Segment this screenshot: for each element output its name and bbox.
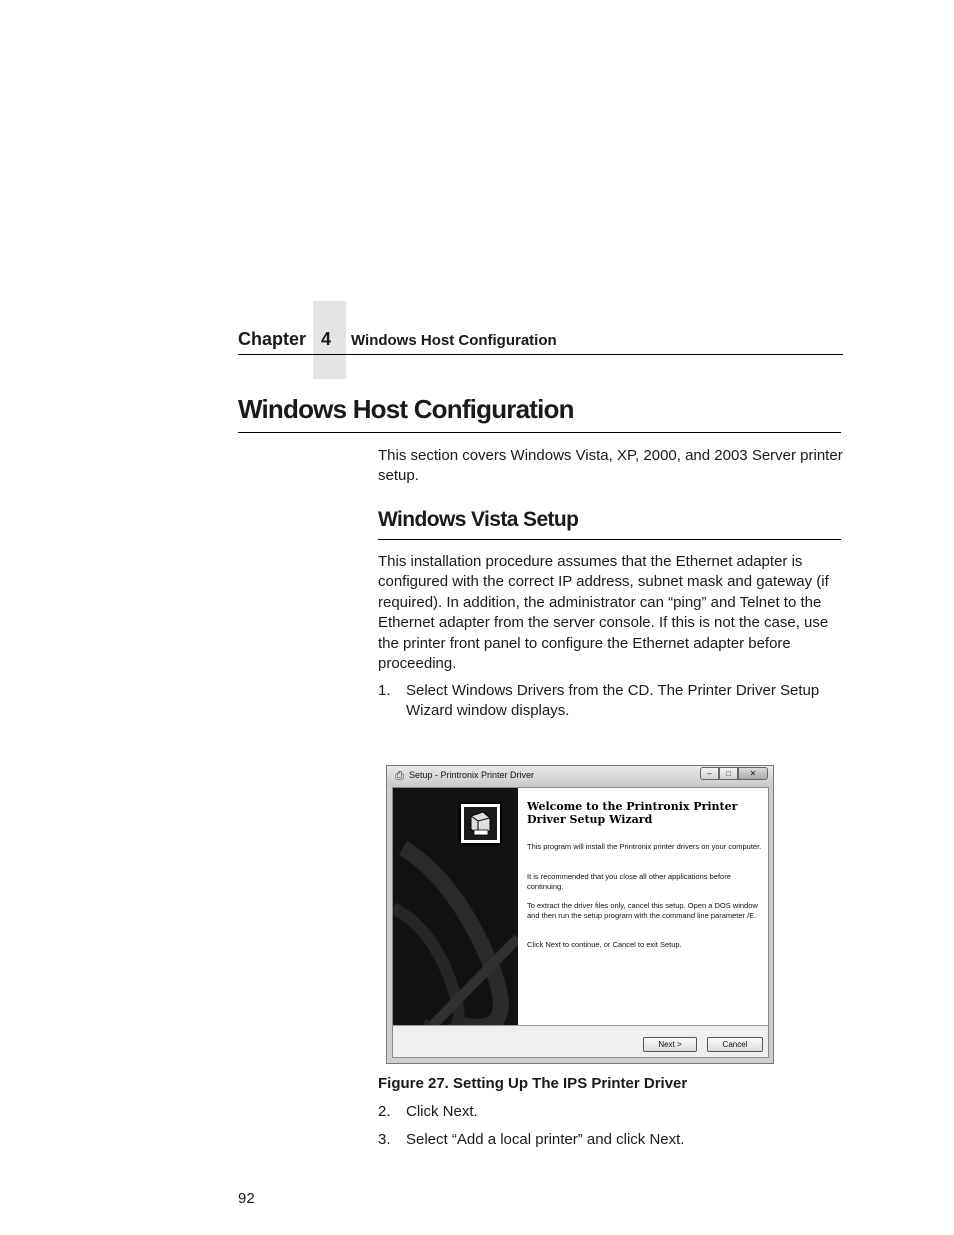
- setup-app-icon: ⎙: [395, 770, 404, 782]
- step-text: Click Next.: [406, 1103, 478, 1120]
- step-1: [378, 681, 844, 723]
- section-title: Windows Host Configuration: [238, 394, 574, 424]
- wizard-text-1: This program will install the Printronix printer drivers on your computer.: [527, 842, 762, 851]
- step-2: [378, 1102, 844, 1124]
- wizard-content: [518, 788, 768, 1025]
- wizard-body: [392, 787, 769, 1058]
- window-title: Setup - Printronix Printer Driver: [409, 770, 535, 780]
- next-button: Next >: [643, 1037, 697, 1052]
- wizard-button-bar: [393, 1025, 768, 1057]
- intro-paragraph: This section covers Windows Vista, XP, 2000, and 2003 Server printer setup.: [378, 447, 843, 485]
- procedure-paragraph: This installation procedure assumes that the Ethernet adapter is configured with the correct IP address, subnet mask and gateway (if required). In addition, the administrator can “ping” and Telnet to the Ethernet adapter from the server console. If this is not the case, use the printer front panel to configure the Ethernet adapter before proceeding.: [378, 553, 829, 673]
- maximize-icon: □: [719, 767, 738, 780]
- step-number: 1.: [378, 682, 391, 699]
- window-titlebar: [387, 766, 773, 787]
- chapter-label: Chapter: [238, 329, 307, 349]
- chapter-number: 4: [321, 329, 332, 349]
- section-title-rule: [238, 432, 841, 433]
- page-number: 92: [238, 1190, 255, 1207]
- setup-wizard-screenshot: [386, 765, 774, 1064]
- step-number: 3.: [378, 1131, 391, 1148]
- wizard-text-2: It is recommended that you close all other applications before continuing.: [527, 872, 731, 891]
- step-number: 2.: [378, 1103, 391, 1120]
- step-3: [378, 1130, 844, 1152]
- step-text: Select Windows Drivers from the CD. The Printer Driver Setup Wizard window displays.: [406, 682, 820, 720]
- step-text: Select “Add a local printer” and click Next.: [406, 1131, 685, 1148]
- wizard-text-3: To extract the driver files only, cancel this setup. Open a DOS window and then run the setup program with the command line parameter /E.: [527, 901, 758, 920]
- subsection-title-rule: [378, 539, 841, 540]
- window-controls: [700, 767, 768, 781]
- minimize-icon: –: [700, 767, 719, 780]
- figure-caption: Figure 27. Setting Up The IPS Printer Driver: [378, 1075, 688, 1092]
- cancel-button: Cancel: [707, 1037, 763, 1052]
- close-icon: ✕: [738, 767, 768, 780]
- wizard-side-banner: [393, 788, 518, 1025]
- wizard-title: Welcome to the Printronix Printer Driver Setup Wizard: [527, 800, 738, 826]
- header-rule: [238, 354, 843, 355]
- printer-logo-icon: [459, 802, 502, 845]
- wizard-text-4: Click Next to continue, or Cancel to exit Setup.: [527, 940, 682, 949]
- subsection-title: Windows Vista Setup: [378, 508, 579, 531]
- running-header-title: Windows Host Configuration: [351, 332, 557, 349]
